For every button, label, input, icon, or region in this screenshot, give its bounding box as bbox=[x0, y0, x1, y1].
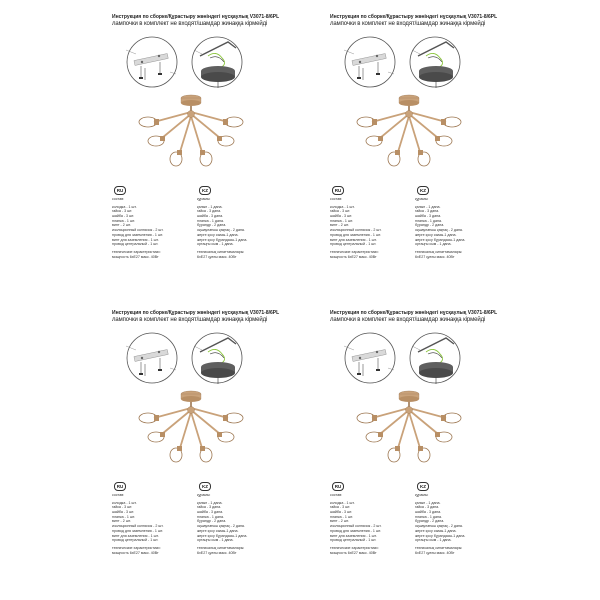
ru-contents bbox=[112, 197, 163, 259]
ru-item: планка - 1 шт. bbox=[330, 514, 353, 519]
instruction-subtitle: лампочки в комплект не входят/шамдар жинаққа кірмейді bbox=[112, 317, 268, 323]
ru-item: провод для заземления - 1 шт. bbox=[112, 528, 164, 533]
ru-contents bbox=[112, 493, 163, 555]
ru-item: провод для заземления - 1 шт. bbox=[330, 232, 382, 237]
chandelier-illustration bbox=[357, 391, 461, 462]
kz-item: жерге қосу бұрандасы-1 дана. bbox=[197, 237, 248, 242]
ru-specs: мощность 6хE27 макс. 40Вт bbox=[330, 550, 377, 555]
kz-contents bbox=[197, 197, 247, 259]
kz-item: планка - 1 дана. bbox=[415, 218, 442, 223]
assembly-illustration bbox=[330, 324, 520, 494]
kz-contents bbox=[415, 493, 465, 555]
ru-item: провод для заземления - 1 шт. bbox=[112, 232, 164, 237]
ru-specs: мощность 6хE27 макс. 40Вт bbox=[330, 254, 377, 259]
kz-item: қалып - 1 дана. bbox=[197, 204, 223, 209]
ru-item: шайба - 3 шт. bbox=[112, 214, 135, 219]
kz-item: планка - 1 дана. bbox=[197, 514, 224, 519]
ru-item: винт для заземления - 1 шт. bbox=[112, 533, 159, 538]
instruction-sheet bbox=[330, 14, 520, 289]
kz-item: шайба - 3 дана. bbox=[415, 510, 442, 515]
ceiling-canopy-detail bbox=[410, 37, 460, 88]
ru-item: провод центральный - 1 шт. bbox=[330, 242, 377, 247]
kz-item: жерге қосу бұрандасы-1 дана. bbox=[197, 533, 248, 538]
ru-item: колодка - 1 шт. bbox=[112, 500, 137, 505]
instruction-subtitle: лампочки в комплект не входят/шамдар жинаққа кірмейді bbox=[112, 21, 268, 27]
instruction-title: Инструкция по сборке/Құрастыру жөніндегі нұсқаулық V3071-8/6PL bbox=[330, 14, 498, 20]
ru-item: колодка - 1 шт. bbox=[112, 204, 137, 209]
kz-item: жерге қосу сымы-1 дана. bbox=[197, 528, 239, 533]
ru-item: винт для заземления - 1 шт. bbox=[112, 237, 159, 242]
ru-specs: мощность 6хE27 макс. 40Вт bbox=[112, 550, 159, 555]
language-badge-kz: KZ bbox=[417, 482, 429, 491]
kz-specs-heading: техникалық сипаттамалары: bbox=[197, 545, 245, 550]
language-badge-ru: RU bbox=[114, 186, 126, 195]
instruction-sheet bbox=[330, 310, 520, 585]
ru-item: планка - 1 шт. bbox=[330, 218, 353, 223]
ru-contents-heading: состав: bbox=[112, 197, 125, 201]
ru-specs-heading: технические характеристики: bbox=[330, 545, 379, 550]
kz-specs: 6хE27 қуаты макс. 40Вт bbox=[197, 550, 237, 555]
ru-item: провод центральный - 1 шт. bbox=[112, 242, 159, 247]
kz-item: гайка - 3 дана. bbox=[197, 505, 222, 510]
ru-item: изоляционный колпачок - 2 шт. bbox=[112, 228, 164, 233]
kz-item: ортаңғы сым - 1 дана. bbox=[197, 242, 234, 247]
language-badge-ru: RU bbox=[114, 482, 126, 491]
instruction-sheet bbox=[112, 14, 302, 289]
kz-item: жерге қосу бұрандасы-1 дана. bbox=[415, 533, 466, 538]
ru-item: винт - 2 шт. bbox=[112, 519, 131, 524]
mounting-bracket-detail bbox=[344, 333, 395, 383]
chandelier-illustration bbox=[139, 95, 243, 166]
ru-item: провод центральный - 1 шт. bbox=[330, 538, 377, 543]
ceiling-canopy-detail bbox=[192, 37, 242, 88]
kz-specs: 6хE27 қуаты макс. 40Вт bbox=[415, 550, 455, 555]
ru-item: винт для заземления - 1 шт. bbox=[330, 533, 377, 538]
kz-specs: 6хE27 қуаты макс. 40Вт bbox=[415, 254, 455, 259]
kz-contents bbox=[197, 493, 247, 555]
ru-item: колодка - 1 шт. bbox=[330, 204, 355, 209]
ru-item: винт - 2 шт. bbox=[330, 223, 349, 228]
ceiling-canopy-detail bbox=[192, 333, 242, 384]
kz-item: гайка - 3 дана. bbox=[415, 505, 440, 510]
assembly-illustration bbox=[112, 28, 302, 198]
language-badge-ru: RU bbox=[332, 186, 344, 195]
kz-item: оқшаулағыш қақпақ - 2 дана. bbox=[415, 524, 463, 529]
ru-contents-heading: состав: bbox=[330, 493, 343, 497]
ru-contents-heading: состав: bbox=[112, 493, 125, 497]
kz-item: оқшаулағыш қақпақ - 2 дана. bbox=[415, 228, 463, 233]
kz-item: ортаңғы сым - 1 дана. bbox=[415, 242, 452, 247]
kz-item: бұрандр - 2 дана. bbox=[197, 519, 227, 524]
kz-item: планка - 1 дана. bbox=[197, 218, 224, 223]
ceiling-canopy-detail bbox=[410, 333, 460, 384]
instruction-title: Инструкция по сборке/Құрастыру жөніндегі нұсқаулық V3071-8/6PL bbox=[112, 310, 280, 316]
instruction-title: Инструкция по сборке/Құрастыру жөніндегі нұсқаулық V3071-8/6PL bbox=[330, 310, 498, 316]
kz-item: гайка - 3 дана. bbox=[415, 209, 440, 214]
ru-item: планка - 1 шт. bbox=[112, 218, 135, 223]
chandelier-illustration bbox=[357, 95, 461, 166]
kz-contents-heading: құрамы: bbox=[415, 197, 429, 201]
kz-item: қалып - 1 дана. bbox=[197, 500, 223, 505]
ru-item: изоляционный колпачок - 2 шт. bbox=[330, 524, 382, 529]
mounting-bracket-detail bbox=[344, 37, 395, 87]
kz-item: ортаңғы сым - 1 дана. bbox=[197, 538, 234, 543]
language-badge-kz: KZ bbox=[199, 482, 211, 491]
kz-specs-heading: техникалық сипаттамалары: bbox=[415, 249, 463, 254]
mounting-bracket-detail bbox=[126, 37, 177, 87]
ru-item: шайба - 3 шт. bbox=[330, 214, 353, 219]
language-badge-ru: RU bbox=[332, 482, 344, 491]
kz-item: шайба - 3 дана. bbox=[197, 510, 224, 515]
language-badge-kz: KZ bbox=[199, 186, 211, 195]
kz-item: қалып - 1 дана. bbox=[415, 204, 441, 209]
ru-item: колодка - 1 шт. bbox=[330, 500, 355, 505]
ru-specs: мощность 6хE27 макс. 40Вт bbox=[112, 254, 159, 259]
chandelier-illustration bbox=[139, 391, 243, 462]
ru-item: шайба - 3 шт. bbox=[112, 510, 135, 515]
ru-contents-heading: состав: bbox=[330, 197, 343, 201]
ru-item: провод центральный - 1 шт. bbox=[112, 538, 159, 543]
kz-contents-heading: құрамы: bbox=[197, 197, 211, 201]
kz-contents-heading: құрамы: bbox=[415, 493, 429, 497]
kz-item: бұрандр - 2 дана. bbox=[415, 223, 445, 228]
ru-contents bbox=[330, 197, 381, 259]
kz-item: шайба - 3 дана. bbox=[415, 214, 442, 219]
ru-item: гайка - 3 шт. bbox=[330, 209, 351, 214]
ru-item: планка - 1 шт. bbox=[112, 514, 135, 519]
ru-specs-heading: технические характеристики: bbox=[112, 545, 161, 550]
instruction-title: Инструкция по сборке/Құрастыру жөніндегі нұсқаулық V3071-8/6PL bbox=[112, 14, 280, 20]
kz-item: қалып - 1 дана. bbox=[415, 500, 441, 505]
ru-item: гайка - 3 шт. bbox=[112, 209, 133, 214]
ru-item: гайка - 3 шт. bbox=[112, 505, 133, 510]
instruction-sheet bbox=[112, 310, 302, 585]
kz-item: ортаңғы сым - 1 дана. bbox=[415, 538, 452, 543]
ru-item: шайба - 3 шт. bbox=[330, 510, 353, 515]
language-badge-kz: KZ bbox=[417, 186, 429, 195]
kz-item: оқшаулағыш қақпақ - 2 дана. bbox=[197, 228, 245, 233]
kz-contents-heading: құрамы: bbox=[197, 493, 211, 497]
instruction-subtitle: лампочки в комплект не входят/шамдар жинаққа кірмейді bbox=[330, 317, 486, 323]
kz-contents bbox=[415, 197, 465, 259]
instruction-subtitle: лампочки в комплект не входят/шамдар жинаққа кірмейді bbox=[330, 21, 486, 27]
ru-item: провод для заземления - 1 шт. bbox=[330, 528, 382, 533]
kz-item: гайка - 3 дана. bbox=[197, 209, 222, 214]
kz-item: шайба - 3 дана. bbox=[197, 214, 224, 219]
assembly-illustration bbox=[330, 28, 520, 198]
assembly-illustration bbox=[112, 324, 302, 494]
mounting-bracket-detail bbox=[126, 333, 177, 383]
ru-specs-heading: технические характеристики: bbox=[330, 249, 379, 254]
ru-item: изоляционный колпачок - 2 шт. bbox=[330, 228, 382, 233]
ru-item: винт - 2 шт. bbox=[330, 519, 349, 524]
kz-item: жерге қосу сымы-1 дана. bbox=[415, 232, 457, 237]
kz-item: бұрандр - 2 дана. bbox=[415, 519, 445, 524]
ru-item: гайка - 3 шт. bbox=[330, 505, 351, 510]
kz-specs-heading: техникалық сипаттамалары: bbox=[197, 249, 245, 254]
ru-item: винт для заземления - 1 шт. bbox=[330, 237, 377, 242]
kz-specs-heading: техникалық сипаттамалары: bbox=[415, 545, 463, 550]
kz-specs: 6хE27 қуаты макс. 40Вт bbox=[197, 254, 237, 259]
kz-item: жерге қосу сымы-1 дана. bbox=[415, 528, 457, 533]
kz-item: жерге қосу бұрандасы-1 дана. bbox=[415, 237, 466, 242]
kz-item: оқшаулағыш қақпақ - 2 дана. bbox=[197, 524, 245, 529]
ru-contents bbox=[330, 493, 381, 555]
ru-specs-heading: технические характеристики: bbox=[112, 249, 161, 254]
ru-item: винт - 2 шт. bbox=[112, 223, 131, 228]
kz-item: бұрандр - 2 дана. bbox=[197, 223, 227, 228]
ru-item: изоляционный колпачок - 2 шт. bbox=[112, 524, 164, 529]
kz-item: жерге қосу сымы-1 дана. bbox=[197, 232, 239, 237]
kz-item: планка - 1 дана. bbox=[415, 514, 442, 519]
